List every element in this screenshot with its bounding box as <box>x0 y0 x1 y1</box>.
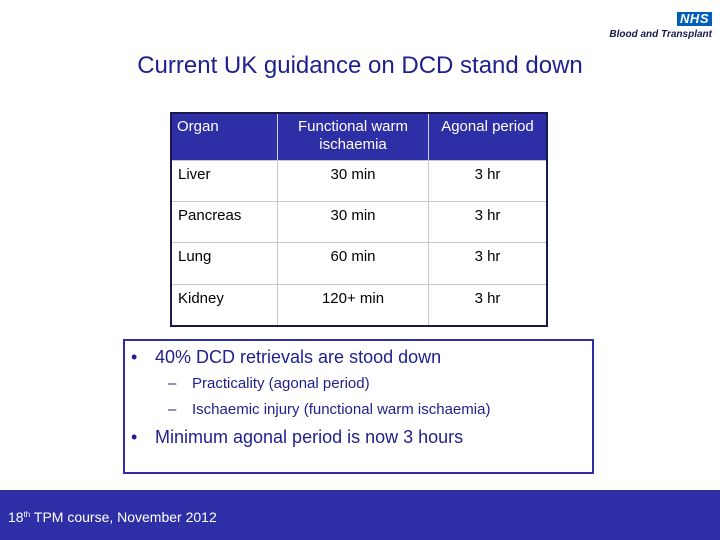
cell-warm-ischaemia: 60 min <box>278 243 429 284</box>
table-row <box>172 284 546 325</box>
logo-subtitle: Blood and Transplant <box>609 29 712 40</box>
slide-title: Current UK guidance on DCD stand down <box>137 52 583 79</box>
cell-organ: Lung <box>172 243 278 284</box>
cell-warm-ischaemia: 120+ min <box>278 284 429 325</box>
footer-bar <box>0 490 720 540</box>
header-organ: Organ <box>172 114 278 160</box>
sub-bullet-item <box>168 375 370 392</box>
cell-organ: Pancreas <box>172 201 278 242</box>
bullet-marker: • <box>131 427 138 447</box>
table-row <box>172 201 546 242</box>
cell-agonal-period: 3 hr <box>429 284 547 325</box>
header-agonal-period: Agonal period <box>429 114 547 160</box>
footer-ordinal: th <box>23 510 31 519</box>
bullet-item <box>131 347 441 368</box>
cell-agonal-period: 3 hr <box>429 201 547 242</box>
sub-bullet-item <box>168 401 490 418</box>
cell-organ: Kidney <box>172 284 278 325</box>
header-functional-warm-ischaemia: Functional warm ischaemia <box>278 114 429 160</box>
table-row <box>172 160 546 201</box>
table-header-row <box>172 114 546 160</box>
bullet-text: 40% DCD retrievals are stood down <box>155 347 442 367</box>
bullet-box <box>123 339 594 474</box>
footer-number: 18 <box>8 509 24 525</box>
sub-bullet-marker: – <box>168 375 177 392</box>
table-row <box>172 243 546 284</box>
nhs-logo <box>592 10 712 40</box>
cell-agonal-period: 3 hr <box>429 160 547 201</box>
footer-text <box>8 509 217 525</box>
guidance-table <box>170 112 548 327</box>
sub-bullet-text: Practicality (agonal period) <box>192 375 370 392</box>
cell-agonal-period: 3 hr <box>429 243 547 284</box>
cell-organ: Liver <box>172 160 278 201</box>
cell-warm-ischaemia: 30 min <box>278 160 429 201</box>
nhs-badge: NHS <box>677 12 712 26</box>
footer-course: TPM course, November 2012 <box>30 509 217 525</box>
cell-warm-ischaemia: 30 min <box>278 201 429 242</box>
sub-bullet-marker: – <box>168 401 177 418</box>
bullet-item <box>131 427 463 448</box>
sub-bullet-text: Ischaemic injury (functional warm ischaemia) <box>192 401 491 418</box>
bullet-marker: • <box>131 347 138 367</box>
bullet-text: Minimum agonal period is now 3 hours <box>155 427 464 447</box>
